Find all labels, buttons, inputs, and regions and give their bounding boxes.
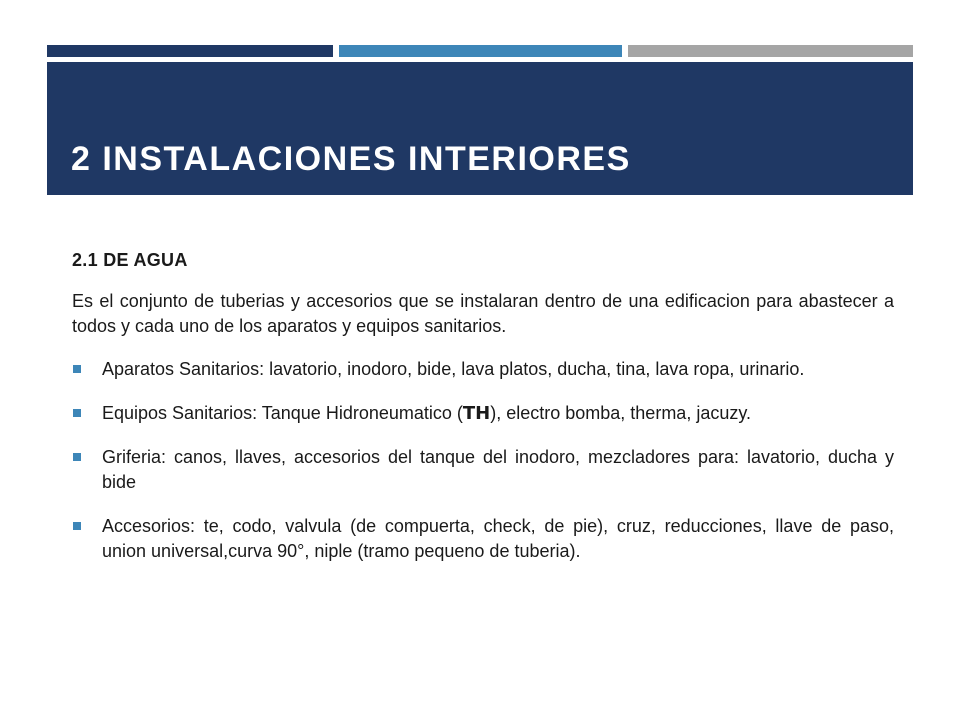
square-bullet-icon: [73, 453, 81, 461]
bullet-bold-abbreviation: TH: [462, 403, 491, 424]
accent-bar-dark: [47, 45, 333, 57]
slide-content: [72, 248, 894, 583]
bullet-text-part: Equipos Sanitarios: Tanque Hidroneumatico (: [102, 403, 463, 423]
bullet-text: Accesorios: te, codo, valvula (de compuerta, check, de pie), cruz, reducciones, llave de paso, union universal,curva 90°, niple (tramo pequeno de tuberia).: [102, 516, 894, 561]
square-bullet-icon: [73, 365, 81, 373]
accent-bar-gray: [628, 45, 913, 57]
section-subheading: 2.1 DE AGUA: [72, 250, 188, 270]
title-band: [47, 62, 913, 195]
bullet-item-accesorios: [72, 514, 894, 564]
bullet-text-part: ), electro bomba, therma, jacuzy.: [490, 403, 752, 423]
slide-title: 2 INSTALACIONES INTERIORES: [71, 140, 631, 178]
bullet-text: Griferia: canos, llaves, accesorios del tanque del inodoro, mezcladores para: lavatorio, ducha y bide: [102, 447, 894, 492]
bullet-item-griferia: [72, 445, 894, 495]
accent-bar-blue: [339, 45, 622, 57]
bullet-list: [72, 357, 894, 564]
square-bullet-icon: [73, 409, 81, 417]
intro-paragraph: Es el conjunto de tuberias y accesorios que se instalaran dentro de una edificacion para abastecer a todos y cada uno de los aparatos y equipos sanitarios.: [72, 291, 894, 336]
bullet-item-equipos: [72, 401, 894, 426]
bullet-text: Aparatos Sanitarios: lavatorio, inodoro, bide, lava platos, ducha, tina, lava ropa, urinario.: [102, 359, 805, 379]
square-bullet-icon: [73, 522, 81, 530]
bullet-item-aparatos: [72, 357, 894, 382]
